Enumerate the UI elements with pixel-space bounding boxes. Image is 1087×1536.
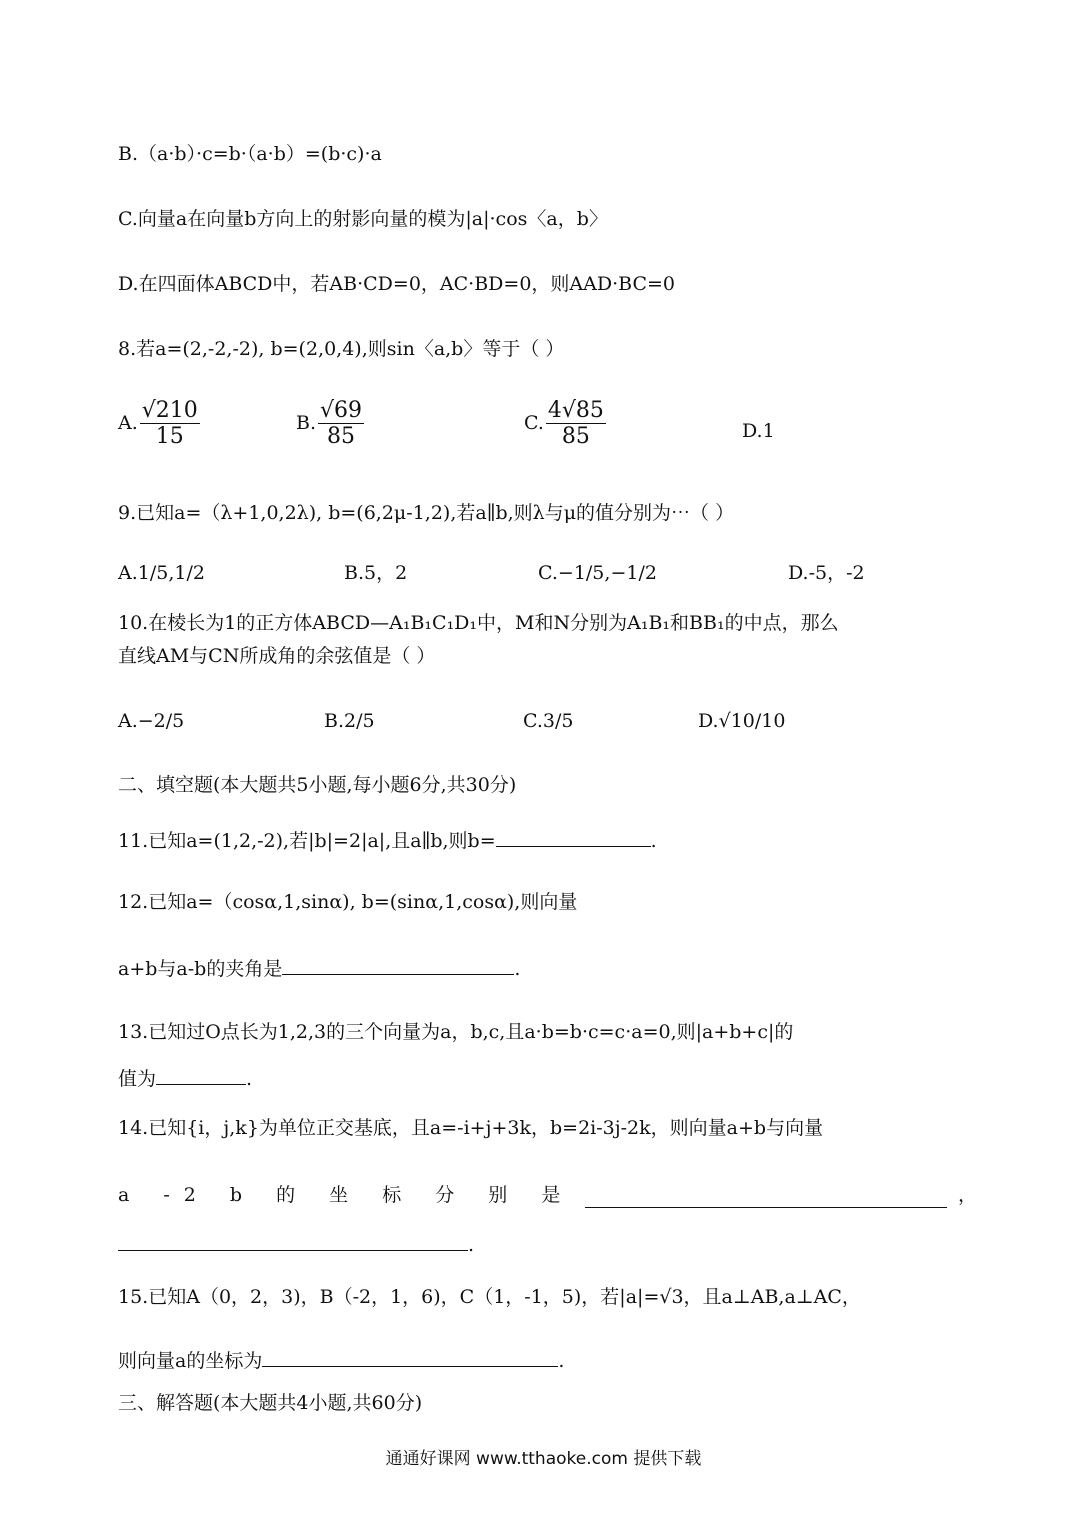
q9-option-d: D.-5，-2: [788, 562, 865, 584]
q10-line2: 直线AM与CN所成角的余弦值是（ ）: [118, 645, 436, 667]
q8-b-num: √69: [320, 398, 363, 423]
q14-line2: [118, 1184, 977, 1208]
q14-line3: [118, 1232, 977, 1258]
q15-line2-text: 则向量a的坐标为: [118, 1350, 263, 1372]
q8-a-den: 15: [155, 424, 184, 450]
q10-option-b: B.2/5: [324, 710, 375, 732]
q11-text: 11.已知a=(1,2,-2),若|b|=2|a|,且a∥b,则b=: [118, 830, 496, 852]
q8-c-den: 85: [561, 424, 590, 450]
section-3-heading: 三、解答题(本大题共4小题,共60分): [118, 1392, 423, 1414]
q8-options: [118, 398, 977, 462]
q12-line2-text: a+b与a-b的夹角是: [118, 958, 283, 980]
q15-line2: 则向量a的坐标为 .: [118, 1350, 565, 1372]
q11-answer-blank[interactable]: [496, 828, 651, 847]
q8-b-label: B.: [296, 411, 317, 434]
q9-options: [118, 562, 977, 592]
q8-a-num: √210: [141, 398, 198, 423]
q9-option-c: C.−1/5,−1/2: [538, 562, 657, 584]
q8-c-fraction: [546, 398, 606, 450]
q13-answer-blank[interactable]: [156, 1066, 246, 1085]
q12-answer-blank[interactable]: [282, 956, 514, 975]
q7-option-b: B.（a·b）·c=b·（a·b）=(b·c)·a: [118, 143, 382, 165]
q13-line2-text: 值为: [118, 1068, 157, 1090]
q8-c-label: C.: [524, 411, 544, 434]
q7-option-c: C.向量a在向量b方向上的射影向量的模为|a|·cos〈a，b〉: [118, 208, 608, 230]
q10-option-c: C.3/5: [523, 710, 574, 732]
q14-answer-blank-2[interactable]: [118, 1232, 468, 1251]
q13-line2: 值为 .: [118, 1068, 253, 1090]
q8-option-d: D.1: [742, 420, 775, 442]
q10-option-a: A.−2/5: [118, 710, 185, 732]
q10-option-d: D.√10/10: [698, 710, 786, 732]
q14-line1: 14.已知{i，j,k}为单位正交基底，且a=-i+j+3k，b=2i-3j-2k，则向量a+b与向量: [118, 1117, 824, 1139]
q15-answer-blank[interactable]: [262, 1348, 558, 1367]
q14-answer-blank-1[interactable]: [585, 1189, 947, 1208]
q10-options: [118, 710, 977, 740]
q12-line2: a+b与a-b的夹角是 .: [118, 958, 521, 980]
q8-b-fraction: [318, 398, 364, 450]
q15-line1: 15.已知A（0，2，3)，B（-2，1，6)，C（1，-1，5)，若|a|=√3，且a⊥AB,a⊥AC，: [118, 1286, 861, 1308]
q14-line2-text: a -2 b 的 坐 标 分 别 是: [118, 1184, 575, 1206]
q8-c-num: 4√85: [547, 398, 604, 423]
q14-comma: ，: [957, 1184, 977, 1206]
q9-option-b: B.5，2: [344, 562, 408, 584]
q13-line1: 13.已知过O点长为1,2,3的三个向量为a，b,c,且a·b=b·c=c·a=0,则|a+b+c|的: [118, 1021, 794, 1043]
section-2-heading: 二、填空题(本大题共5小题,每小题6分,共30分): [118, 774, 517, 796]
q8-option-b: [296, 398, 366, 450]
q8-a-fraction: [140, 398, 200, 450]
q8-stem: 8.若a=(2,-2,-2), b=(2,0,4),则sin〈a,b〉等于（ ）: [118, 338, 565, 360]
q9-option-a: A.1/5,1/2: [118, 562, 205, 584]
q11: 11.已知a=(1,2,-2),若|b|=2|a|,且a∥b,则b= .: [118, 830, 657, 852]
q10-line1: 10.在棱长为1的正方体ABCD—A₁B₁C₁D₁中，M和N分别为A₁B₁和BB₁的中点，那么: [118, 612, 839, 634]
page-footer: 通通好课网 www.tthaoke.com 提供下载: [385, 1449, 702, 1469]
q8-option-c: [524, 398, 608, 450]
q8-option-a: [118, 398, 202, 450]
q12-line1: 12.已知a=（cosα,1,sinα), b=(sinα,1,cosα),则向量: [118, 891, 578, 913]
q8-b-den: 85: [327, 424, 356, 450]
q9-stem: 9.已知a=（λ+1,0,2λ), b=(6,2μ-1,2),若a∥b,则λ与μ的值分别为⋯（ ）: [118, 502, 735, 524]
q8-a-label: A.: [118, 411, 138, 434]
q7-option-d: D.在四面体ABCD中，若AB·CD=0，AC·BD=0，则AAD·BC=0: [118, 273, 675, 295]
q14-line3-text: .: [468, 1234, 475, 1256]
